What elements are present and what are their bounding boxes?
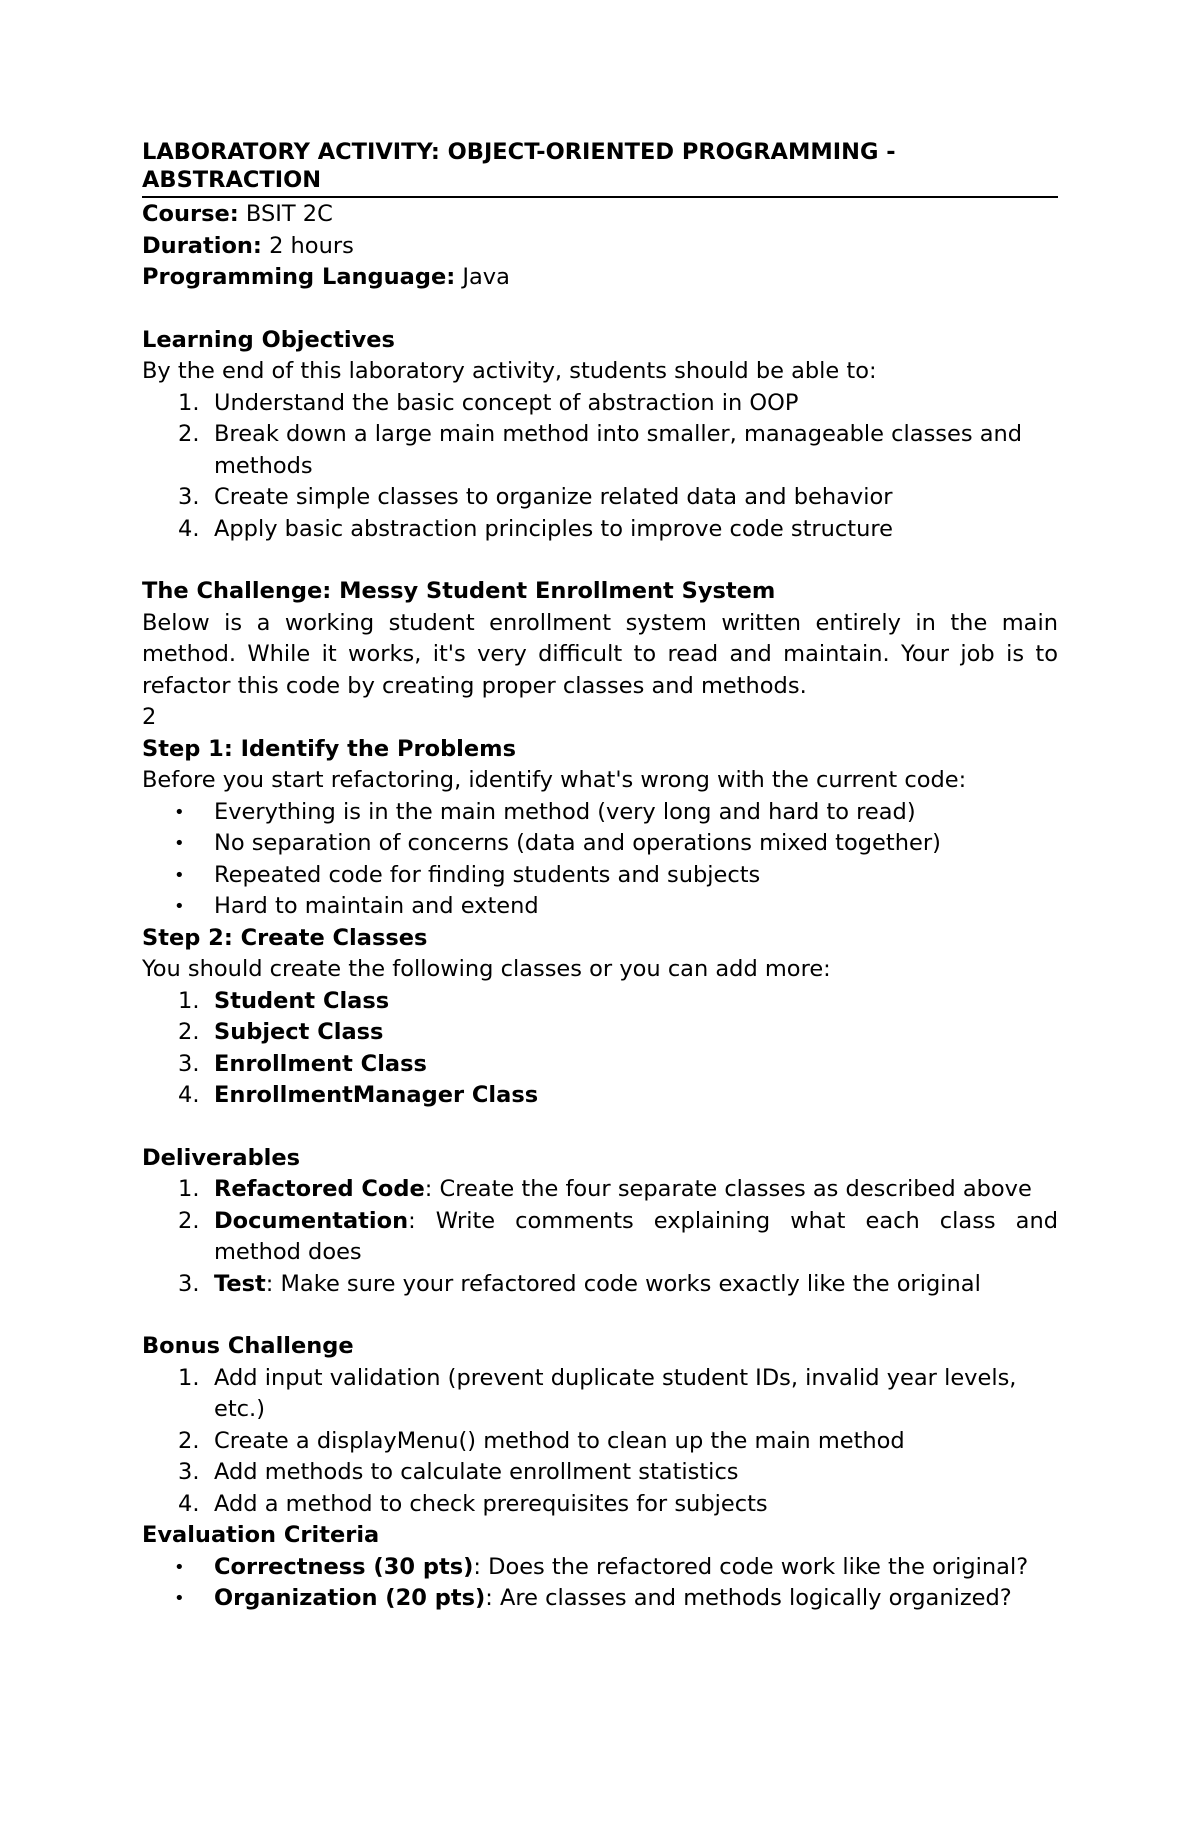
bonus-text: Add a method to check prerequisites for subjects bbox=[214, 1490, 768, 1517]
deliverables-heading: Deliverables bbox=[142, 1144, 301, 1171]
criteria-label: Correctness (30 pts) bbox=[214, 1553, 474, 1580]
course-value: BSIT 2C bbox=[238, 201, 333, 227]
problem-text: No separation of concerns (data and operations mixed together) bbox=[214, 830, 941, 856]
list-item bbox=[142, 797, 1058, 829]
bullet-icon: • bbox=[174, 896, 185, 917]
list-item bbox=[142, 986, 1058, 1018]
list-item bbox=[142, 1269, 1058, 1301]
deliverable-text: : Make sure your refactored code works exactly like the original bbox=[265, 1270, 981, 1297]
bonus-text: Create a displayMenu() method to clean up the main method bbox=[214, 1427, 905, 1454]
list-number: 3. bbox=[178, 1270, 200, 1297]
bullet-icon: • bbox=[174, 864, 185, 886]
list-number: 1. bbox=[178, 1364, 200, 1391]
deliverable-label: Test bbox=[214, 1270, 266, 1297]
duration-label: Duration: bbox=[142, 232, 262, 259]
list-item bbox=[142, 514, 1058, 546]
objective-text: Apply basic abstraction principles to improve code structure bbox=[214, 515, 893, 542]
list-item bbox=[142, 1583, 1058, 1615]
list-number: 4. bbox=[178, 1082, 200, 1108]
spacer bbox=[142, 545, 1058, 576]
objective-text: Understand the basic concept of abstraction in OOP bbox=[214, 389, 799, 416]
step2-heading: Step 2: Create Classes bbox=[142, 924, 428, 951]
problem-text: Repeated code for finding students and subjects bbox=[214, 861, 761, 888]
deliverable-label: Refactored Code bbox=[214, 1176, 425, 1202]
language-label: Programming Language: bbox=[142, 264, 456, 290]
objectives-heading: Learning Objectives bbox=[142, 326, 395, 353]
objective-text: Break down a large main method into smaller, manageable classes and methods bbox=[214, 421, 1023, 479]
step1-list bbox=[142, 797, 1058, 923]
list-item bbox=[142, 482, 1058, 514]
bonus-text: Add input validation (prevent duplicate student IDs, invalid year levels, etc.) bbox=[214, 1364, 1017, 1422]
list-number: 3. bbox=[178, 484, 200, 510]
list-item bbox=[142, 388, 1058, 420]
problem-text: Hard to maintain and extend bbox=[214, 893, 539, 919]
evaluation-list bbox=[142, 1552, 1058, 1615]
criteria-label: Organization (20 pts) bbox=[214, 1585, 486, 1611]
objectives-list bbox=[142, 388, 1058, 546]
objectives-intro: By the end of this laboratory activity, students should be able to: bbox=[142, 358, 877, 384]
challenge-heading: The Challenge: Messy Student Enrollment System bbox=[142, 578, 776, 604]
list-item bbox=[142, 1363, 1058, 1426]
bonus-list bbox=[142, 1363, 1058, 1521]
list-number: 1. bbox=[178, 987, 200, 1014]
list-item bbox=[142, 1206, 1058, 1269]
criteria-text: : Are classes and methods logically organized? bbox=[485, 1585, 1012, 1611]
list-number: 1. bbox=[178, 389, 200, 416]
list-number: 2. bbox=[178, 421, 200, 447]
bullet-icon: • bbox=[174, 1556, 185, 1578]
class-name: EnrollmentManager Class bbox=[214, 1082, 539, 1108]
list-item bbox=[142, 891, 1058, 923]
step2-list bbox=[142, 986, 1058, 1112]
page-number: 2 bbox=[142, 704, 157, 730]
step2-intro: You should create the following classes or you can add more: bbox=[142, 956, 831, 982]
list-item bbox=[142, 828, 1058, 860]
class-name: Enrollment Class bbox=[214, 1050, 427, 1077]
duration-value: 2 hours bbox=[261, 232, 354, 259]
list-number: 4. bbox=[178, 515, 200, 542]
duration-line bbox=[142, 231, 1058, 263]
list-item bbox=[142, 1457, 1058, 1489]
challenge-body: Below is a working student enrollment system written entirely in the main method. While it works, it's very difficult to read and maintain. Your job is to refactor this code by creating proper classes and methods. bbox=[142, 609, 1058, 699]
bonus-text: Add methods to calculate enrollment statistics bbox=[214, 1459, 739, 1485]
bonus-heading: Bonus Challenge bbox=[142, 1333, 354, 1359]
deliverable-label: Documentation bbox=[214, 1207, 409, 1234]
course-line bbox=[142, 199, 1058, 231]
criteria-text: : Does the refactored code work like the original? bbox=[473, 1553, 1029, 1580]
class-name: Student Class bbox=[214, 987, 390, 1014]
list-number: 2. bbox=[178, 1207, 200, 1234]
list-item bbox=[142, 419, 1058, 482]
spacer bbox=[142, 1300, 1058, 1331]
bullet-icon: • bbox=[174, 1588, 185, 1609]
deliverable-text: : Create the four separate classes as described above bbox=[424, 1176, 1032, 1202]
list-item bbox=[142, 1426, 1058, 1458]
step1-intro: Before you start refactoring, identify what's wrong with the current code: bbox=[142, 767, 967, 793]
deliverable-text: : Write comments explaining what each class and method does bbox=[214, 1207, 1058, 1265]
language-value: Java bbox=[455, 264, 510, 290]
list-number: 1. bbox=[178, 1176, 200, 1202]
bullet-icon: • bbox=[174, 833, 185, 854]
list-number: 4. bbox=[178, 1490, 200, 1517]
objective-text: Create simple classes to organize related data and behavior bbox=[214, 484, 893, 510]
evaluation-heading: Evaluation Criteria bbox=[142, 1522, 380, 1548]
problem-text: Everything is in the main method (very long and hard to read) bbox=[214, 798, 916, 825]
list-number: 2. bbox=[178, 1019, 200, 1045]
list-item bbox=[142, 1017, 1058, 1049]
list-number: 3. bbox=[178, 1459, 200, 1485]
list-item bbox=[142, 860, 1058, 892]
list-number: 3. bbox=[178, 1050, 200, 1077]
list-item bbox=[142, 1049, 1058, 1081]
list-item bbox=[142, 1489, 1058, 1521]
spacer bbox=[142, 294, 1058, 325]
document-content bbox=[142, 138, 1058, 1615]
language-line bbox=[142, 262, 1058, 294]
course-label: Course: bbox=[142, 201, 239, 227]
list-item bbox=[142, 1174, 1058, 1206]
list-item bbox=[142, 1080, 1058, 1112]
class-name: Subject Class bbox=[214, 1019, 384, 1045]
list-number: 2. bbox=[178, 1427, 200, 1454]
deliverables-list bbox=[142, 1174, 1058, 1300]
spacer bbox=[142, 1112, 1058, 1143]
step1-heading: Step 1: Identify the Problems bbox=[142, 735, 516, 762]
bullet-icon: • bbox=[174, 801, 185, 823]
list-item bbox=[142, 1552, 1058, 1584]
document-title: LABORATORY ACTIVITY: OBJECT-ORIENTED PROGRAMMING - ABSTRACTION bbox=[142, 138, 1058, 198]
